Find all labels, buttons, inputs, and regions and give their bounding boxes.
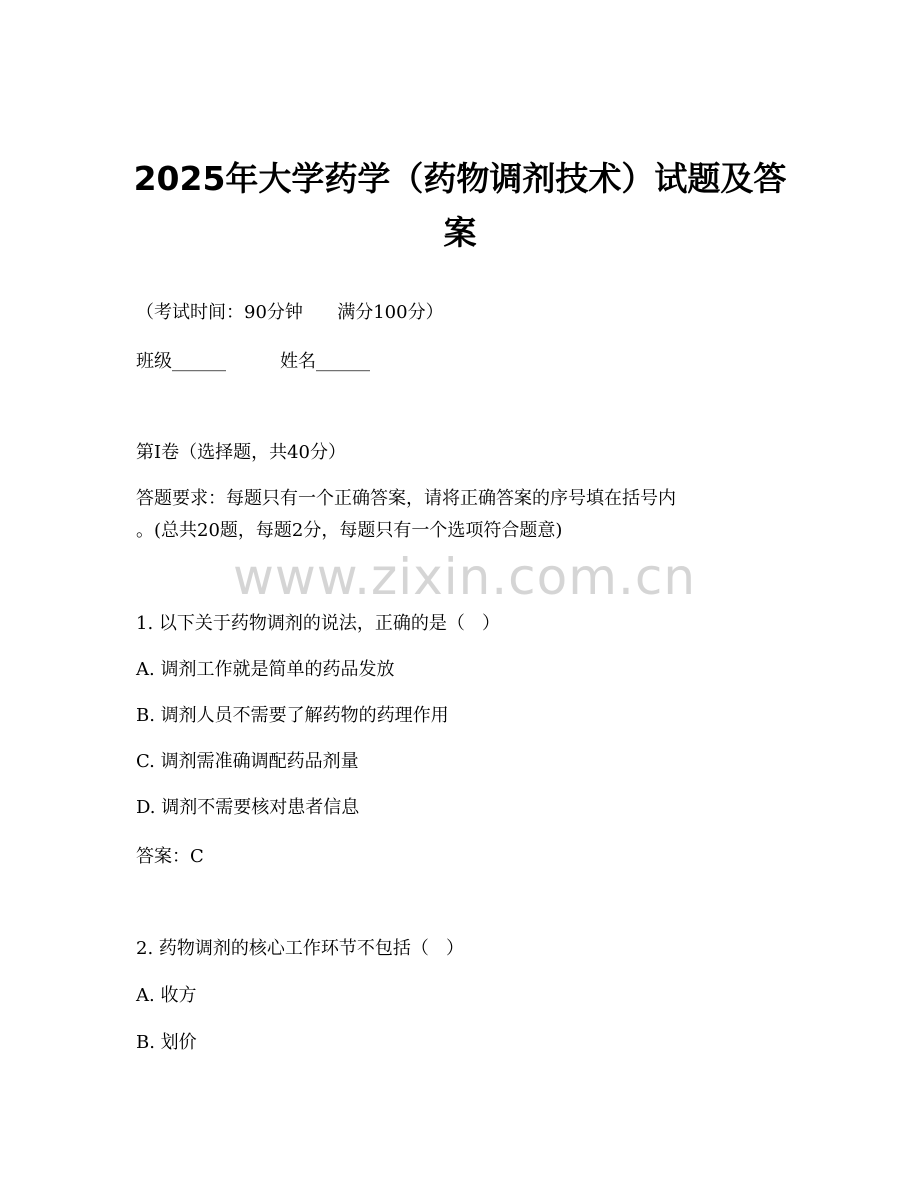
title-line-1: 2025年大学药学（药物调剂技术）试题及答	[133, 159, 787, 198]
section-header: 第I卷（选择题，共40分）	[136, 442, 347, 463]
class-field-label: 班级______	[136, 351, 226, 372]
question-1-option-b: B. 调剂人员不需要了解药物的药理作用	[136, 705, 449, 726]
title-line-2: 案	[443, 213, 477, 252]
question-1-stem: 1. 以下关于药物调剂的说法，正确的是（ ）	[136, 613, 501, 634]
question-2-option-b: B. 划价	[136, 1032, 197, 1053]
question-1-option-a: A. 调剂工作就是简单的药品发放	[136, 659, 395, 680]
exam-info: （考试时间：90分钟 满分100分）	[136, 302, 444, 323]
name-field-label: 姓名______	[280, 351, 370, 372]
document-title	[110, 152, 810, 260]
question-2-option-a: A. 收方	[136, 985, 197, 1006]
watermark: www.zixin.com.cn	[233, 548, 697, 606]
question-2-stem: 2. 药物调剂的核心工作环节不包括（ ）	[136, 938, 465, 959]
question-1-option-d: D. 调剂不需要核对患者信息	[136, 797, 360, 818]
instructions-line-2: 。(总共20题，每题2分，每题只有一个选项符合题意)	[136, 520, 563, 541]
question-1-option-c: C. 调剂需准确调配药品剂量	[136, 751, 359, 772]
instructions-line-1: 答题要求：每题只有一个正确答案，请将正确答案的序号填在括号内	[136, 488, 676, 509]
question-1-answer: 答案：C	[136, 846, 204, 867]
student-info-row	[136, 350, 370, 374]
